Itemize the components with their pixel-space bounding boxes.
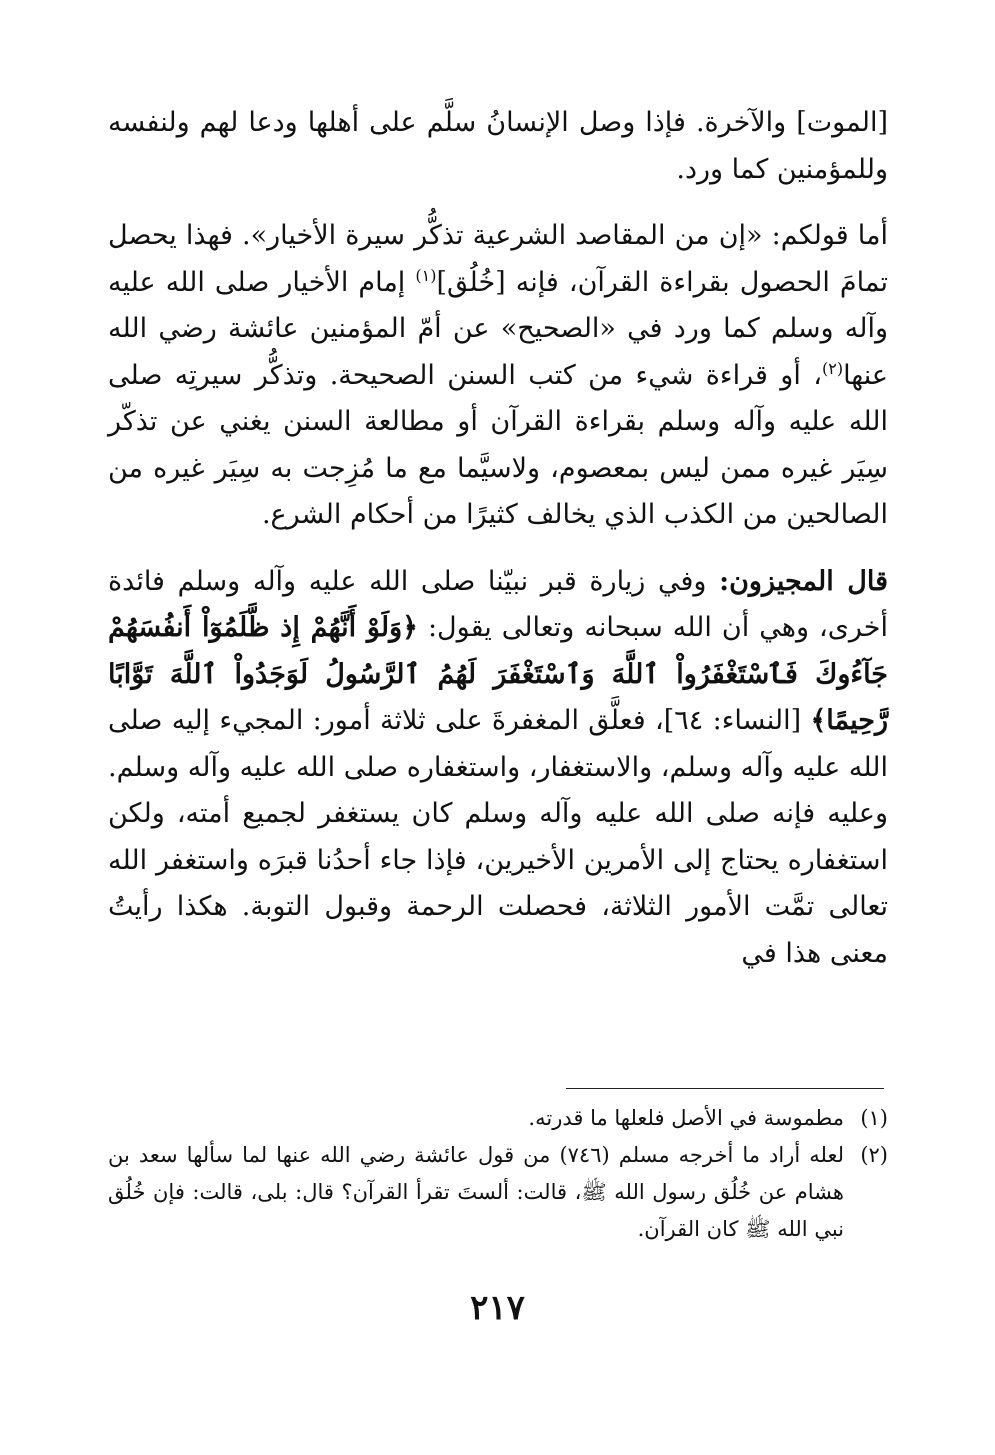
footnote-1-text: مطموسة في الأصل فلعلها ما قدرته.	[528, 1106, 844, 1130]
paragraph-1: [الموت] والآخرة. فإذا وصل الإنسانُ سلَّم على أهلها ودعا لهم ولنفسه وللمؤمنين كما ورد.	[108, 107, 888, 185]
paragraph-2	[108, 213, 888, 539]
footnote-1-number: (١)	[860, 1106, 888, 1130]
paragraph-3-text-a: وفي زيارة قبر نبيّنا صلى الله عليه وآله وسلم فائدة أخرى، وهي أن الله سبحانه وتعالى يقول:	[108, 565, 888, 643]
footnote-marker-2: (٢)	[821, 358, 844, 378]
quran-verse: ﴿وَلَوْ أَنَّهُمْ إِذ ظَّلَمُوٓاْ أَنفُسَهُمْ جَآءُوكَ فَٱسْتَغْفَرُواْ ٱللَّهَ وَٱسْتَغْفَرَ لَهُمُ ٱلرَّسُولُ لَوَجَدُواْ ٱللَّهَ تَوَّابًا رَّحِيمًا﴾	[108, 612, 889, 736]
verse-citation: [النساء: ٦٤]	[663, 705, 811, 736]
footnote-separator	[566, 1088, 884, 1089]
paragraph-2-text-c: ، أو قراءة شيء من كتب السنن الصحيحة. وتذكُّر سيرتِه صلى الله عليه وآله وسلم بقراءة القرآن أو مطالعة السنن يغني عن تذكّر سِيَر غيره ممن ليس بمعصوم، ولاسيَّما مع ما مُزِجت به سِيَر غيره من الصالحين من الكذب الذي يخالف كثيرًا من أحكام الشرع.	[108, 359, 888, 530]
paragraph-3	[108, 559, 888, 978]
speaker-label: قال المجيزون:	[719, 565, 888, 597]
paragraph-2-text-a: أما قولكم: «إن من المقاصد الشرعية تذكُّر سيرة الأخيار». فهذا يحصل تمامَ الحصول بقراءة القرآن، فإنه [خُلُق]	[108, 220, 888, 298]
paragraph-3-text-b: ، فعلَّق المغفرةَ على ثلاثة أمور: المجيء إليه صلى الله عليه وآله وسلم، والاستغفار، واستغفاره صلى الله عليه وآله وسلم. وعليه فإنه صلى الله عليه وآله وسلم كان يستغفر لجميع أمته، ولكن استغفاره يحتاج إلى الأمرين الأخيرين، فإذا جاء أحدُنا قبرَه واستغفر الله تعالى تمَّت الأمور الثلاثة، فحصلت الرحمة وقبول التوبة. هكذا رأيتُ معنى هذا في	[108, 705, 888, 969]
footnote-2-number: (٢)	[860, 1143, 888, 1167]
footnote-1	[108, 1100, 888, 1137]
footnotes	[108, 1100, 888, 1248]
paragraph-2-text-b: إمام الأخيار صلى الله عليه وآله وسلم كما ورد في «الصحيح» عن أمّ المؤمنين عائشة رضي الله عنها	[108, 266, 888, 391]
page-number: ٢١٧	[470, 1288, 525, 1328]
footnote-2	[108, 1137, 888, 1248]
main-text	[108, 100, 888, 997]
footnote-2-text: لعله أراد ما أخرجه مسلم (٧٤٦) من قول عائشة رضي الله عنها لما سألها سعد بن هشام عن خُلُق رسول الله ﷺ، قالت: ألستَ تقرأ القرآن؟ قال: بلى، قالت: فإن خُلُق نبي الله ﷺ كان القرآن.	[108, 1143, 844, 1241]
footnote-marker-1: (١)	[415, 265, 437, 285]
